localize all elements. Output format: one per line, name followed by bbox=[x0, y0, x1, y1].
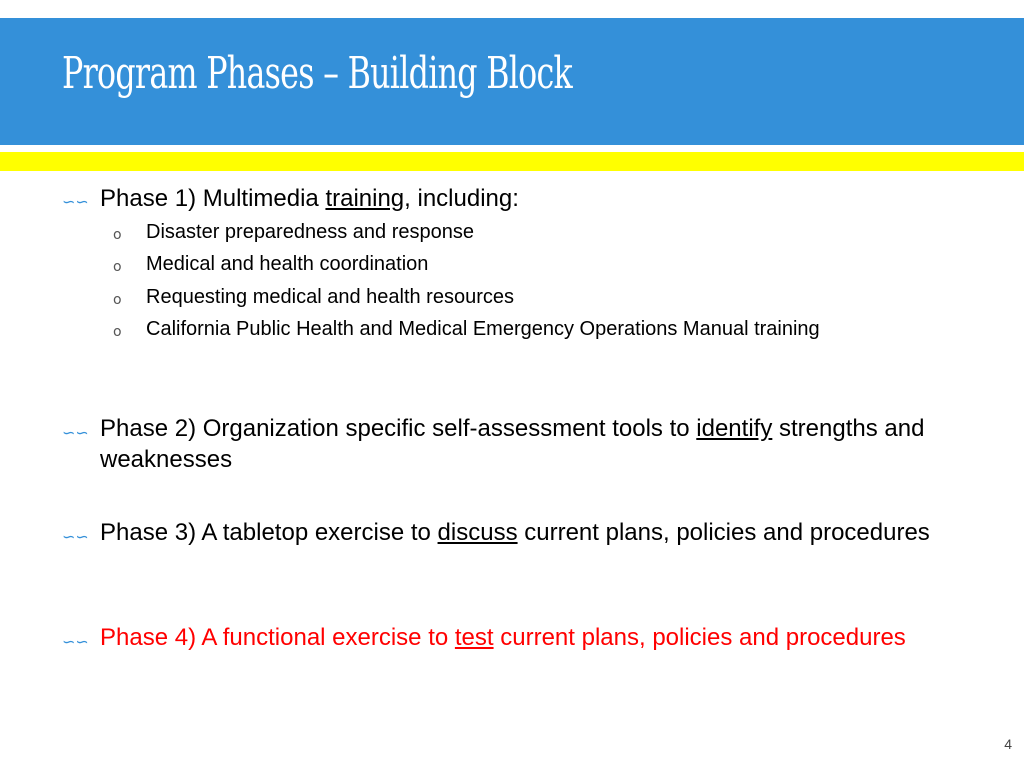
loop-bullet-icon: ∽∽ bbox=[62, 527, 89, 546]
phase-1-subitem: Medical and health coordination bbox=[146, 253, 429, 275]
phase-3-bullet: Phase 3) A tabletop exercise to discuss current plans, policies and procedures bbox=[100, 519, 930, 546]
circle-bullet-icon: o bbox=[113, 324, 122, 340]
loop-bullet-icon: ∽∽ bbox=[62, 632, 89, 651]
loop-bullet-icon: ∽∽ bbox=[62, 192, 89, 211]
phase-4-bullet: Phase 4) A functional exercise to test current plans, policies and procedures bbox=[100, 624, 906, 651]
circle-bullet-icon: o bbox=[113, 292, 122, 308]
slide-title: Program Phases – Building Block bbox=[62, 48, 573, 99]
phase-2-bullet: Phase 2) Organization specific self-assessment tools to identify strengths and weaknesses bbox=[100, 415, 925, 473]
test-link: test bbox=[454, 624, 494, 651]
phase-1-bullet: Phase 1) Multimedia training, including: bbox=[100, 185, 519, 212]
phase-1-subitem: Disaster preparedness and response bbox=[146, 221, 474, 243]
circle-bullet-icon: o bbox=[113, 227, 122, 243]
page-number: 4 bbox=[1004, 736, 1012, 752]
discuss-link: discuss bbox=[437, 519, 518, 546]
phase-1-subitem: California Public Health and Medical Emergency Operations Manual training bbox=[146, 318, 820, 340]
circle-bullet-icon: o bbox=[113, 259, 122, 275]
training-link: training bbox=[325, 185, 405, 212]
phase-1-subitem: Requesting medical and health resources bbox=[146, 286, 514, 308]
loop-bullet-icon: ∽∽ bbox=[62, 423, 89, 442]
identify-link: identify bbox=[696, 415, 773, 442]
